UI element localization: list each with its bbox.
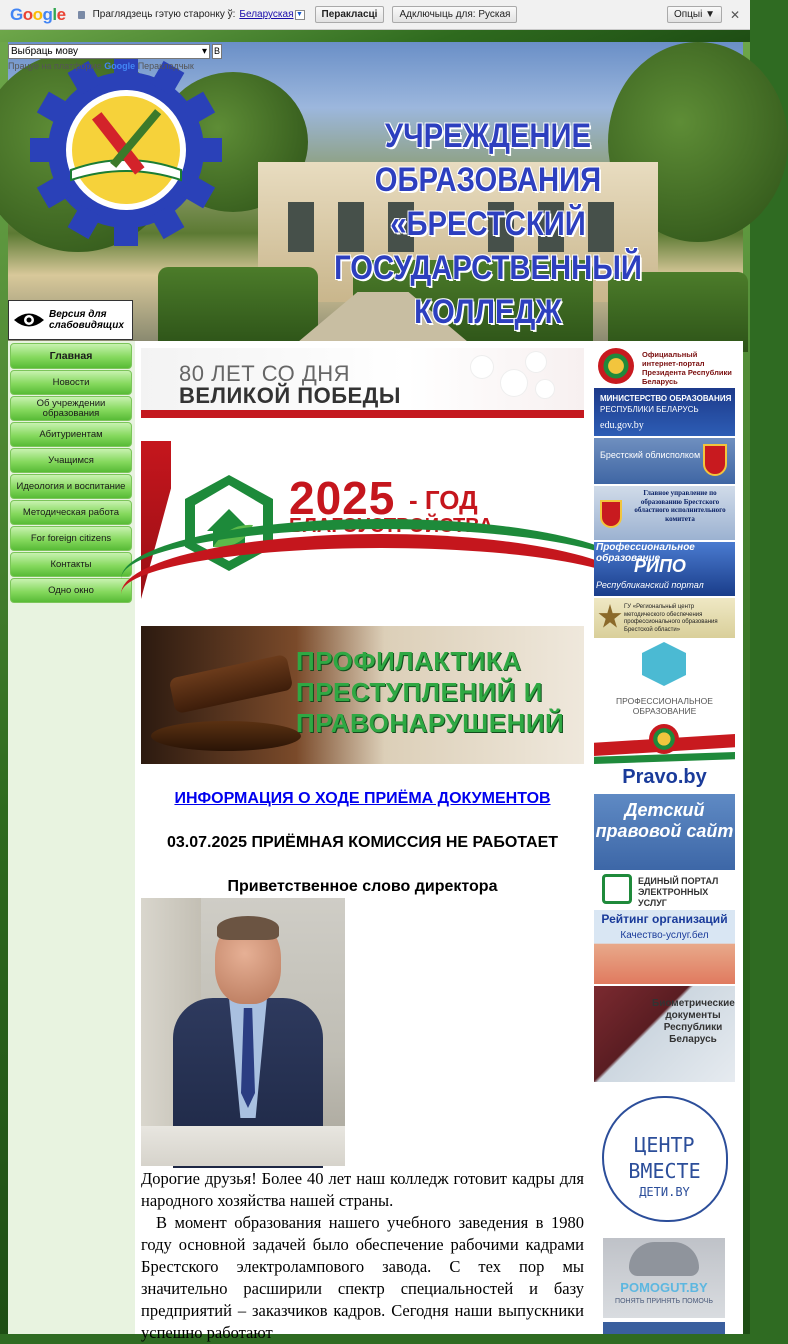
crime-prevention-banner[interactable]: ПРОФИЛАКТИКА ПРЕСТУПЛЕНИЙ И ПРАВОНАРУШЕНИЙ [141,626,584,764]
brest-coat-of-arms-icon [703,444,727,476]
flower-icon [526,352,546,372]
pravo-by-link[interactable]: Pravo.by [594,724,735,790]
low-vision-version-button[interactable]: Версия для слабовидящих [8,300,133,340]
language-go-button[interactable]: В [212,44,222,59]
options-button[interactable]: Опцыі ▼ [667,6,722,23]
greeting-text: Дорогие друзья! Более 40 лет наш колледж готовит кадры для народного хозяйства нашей страны. В момент образования нашего учебного заведения в 1980 году основной задачей было обеспечение рабочими кадрами Брестского электролампового завода. С тех пор мы значительно расширили спектр специальностей и базу предприятий – заказчиков кадров. Сегодня наши выпускники успешно работают [141,1169,584,1342]
translate-button[interactable]: Перакласці [315,6,385,23]
nav-item-contacts[interactable]: Контакты [10,552,132,577]
ripo-portal-link[interactable]: Профессиональное образование РИПО Республиканский портал [594,542,735,596]
gavel-icon [169,654,294,714]
greeting-title: Приветственное слово директора [227,878,498,895]
lock-icon [78,11,85,19]
cube-icon [642,642,686,686]
translate-prompt: Праглядзець гэтую старонку ў: [92,9,236,20]
nav-item-one-window[interactable]: Одно окно [10,578,132,603]
victory-line-1: 80 ЛЕТ СО ДНЯ [179,361,351,386]
main-navigation [10,343,132,604]
child-legal-site-link[interactable]: Детский правовой сайт [594,794,735,870]
organization-rating-link[interactable]: Рейтинг организаций Качество-услуг.бел [594,910,735,984]
chevron-down-icon[interactable]: ▼ [296,10,303,18]
hands-icon [629,1242,699,1276]
translate-language-link[interactable]: Беларуская [239,9,294,20]
nav-item-methodical[interactable]: Методическая работа [10,500,132,525]
language-select[interactable]: Выбраць мову ▾ [8,44,210,59]
director-photo [141,898,345,1162]
flower-icon [471,356,493,378]
year-dash: - ГОД [409,485,478,515]
year-subtitle: БЛАГОУСТРОЙСТВА [289,515,494,537]
nav-item-foreign[interactable]: For foreign citizens [10,526,132,551]
pomogut-link[interactable]: POMOGUT.BY ПОНЯТЬ ПРИНЯТЬ ПОМОЧЬ [603,1238,725,1318]
education-department-link[interactable]: Главное управление по образованию Брестского областного исполнительного комитета [594,486,735,540]
belarus-emblem-icon [649,724,679,754]
biometric-documents-link[interactable]: Биометрические документы Республики Беларусь [594,986,735,1082]
close-icon[interactable]: ✕ [729,8,740,22]
college-title: УЧРЕЖДЕНИЕ ОБРАЗОВАНИЯ «БРЕСТСКИЙ ГОСУДАРСТВЕННЫЙ КОЛЛЕДЖ [334,117,642,331]
brest-oblast-link[interactable]: Брестский облисполком [594,438,735,484]
gavel-base [151,721,301,751]
nav-item-about[interactable]: Об учреждении образования [10,396,132,421]
year-2025-banner[interactable] [141,441,584,599]
admission-notice: 03.07.2025 ПРИЁМНАЯ КОМИССИЯ НЕ РАБОТАЕТ [166,834,559,851]
president-portal-link[interactable]: Официальный интернет-портал Президента Республики Беларусь [594,346,735,386]
flower-icon [536,380,554,398]
year-number: 2025 [289,472,396,524]
nav-item-applicants[interactable]: Абитуриентам [10,422,132,447]
victory-banner[interactable] [141,348,584,418]
nav-item-ideology[interactable]: Идеология и воспитание [10,474,132,499]
nav-item-students[interactable]: Учащимся [10,448,132,473]
star-icon [598,604,622,630]
victory-line-2: ВЕЛИКОЙ ПОБЕДЫ [179,383,401,408]
ministry-education-link[interactable]: МИНИСТЕРСТВО ОБРАЗОВАНИЯ РЕСПУБЛИКИ БЕЛАРУСЬ edu.gov.by [594,388,735,436]
portal-logo-icon [602,874,632,904]
e-services-portal-link[interactable]: ЕДИНЫЙ ПОРТАЛ ЭЛЕКТРОННЫХ УСЛУГ [594,872,735,908]
google-translate-bar [0,0,750,30]
sidebar-banner-partial[interactable] [603,1322,725,1334]
disable-translate-button[interactable]: Адключыць для: Руская [392,6,517,23]
powered-by-google: Працуе на платформе Google Перакладчык [8,61,194,71]
belarus-emblem-icon [598,348,634,384]
nav-item-news[interactable]: Новости [10,370,132,395]
center-vmeste-link[interactable]: ЦЕНТР ВМЕСТЕ ДЕТИ.BY [594,1084,735,1234]
google-logo: Google [10,4,66,24]
professional-education-link[interactable]: ПРОФЕССИОНАЛЬНОЕ ОБРАЗОВАНИЕ [594,640,735,720]
flower-icon [501,370,527,396]
eye-icon [13,311,45,329]
background-foliage-top [0,30,750,42]
college-gear-logo[interactable] [26,50,226,250]
regional-center-link[interactable]: ГУ «Региональный центр методического обеспечения профессионального образования Брестской области» [594,598,735,638]
nav-item-home[interactable]: Главная [10,343,132,369]
brest-coat-of-arms-icon [600,500,622,528]
admission-info-link[interactable]: ИНФОРМАЦИЯ О ХОДЕ ПРИЁМА ДОКУМЕНТОВ [174,790,551,807]
